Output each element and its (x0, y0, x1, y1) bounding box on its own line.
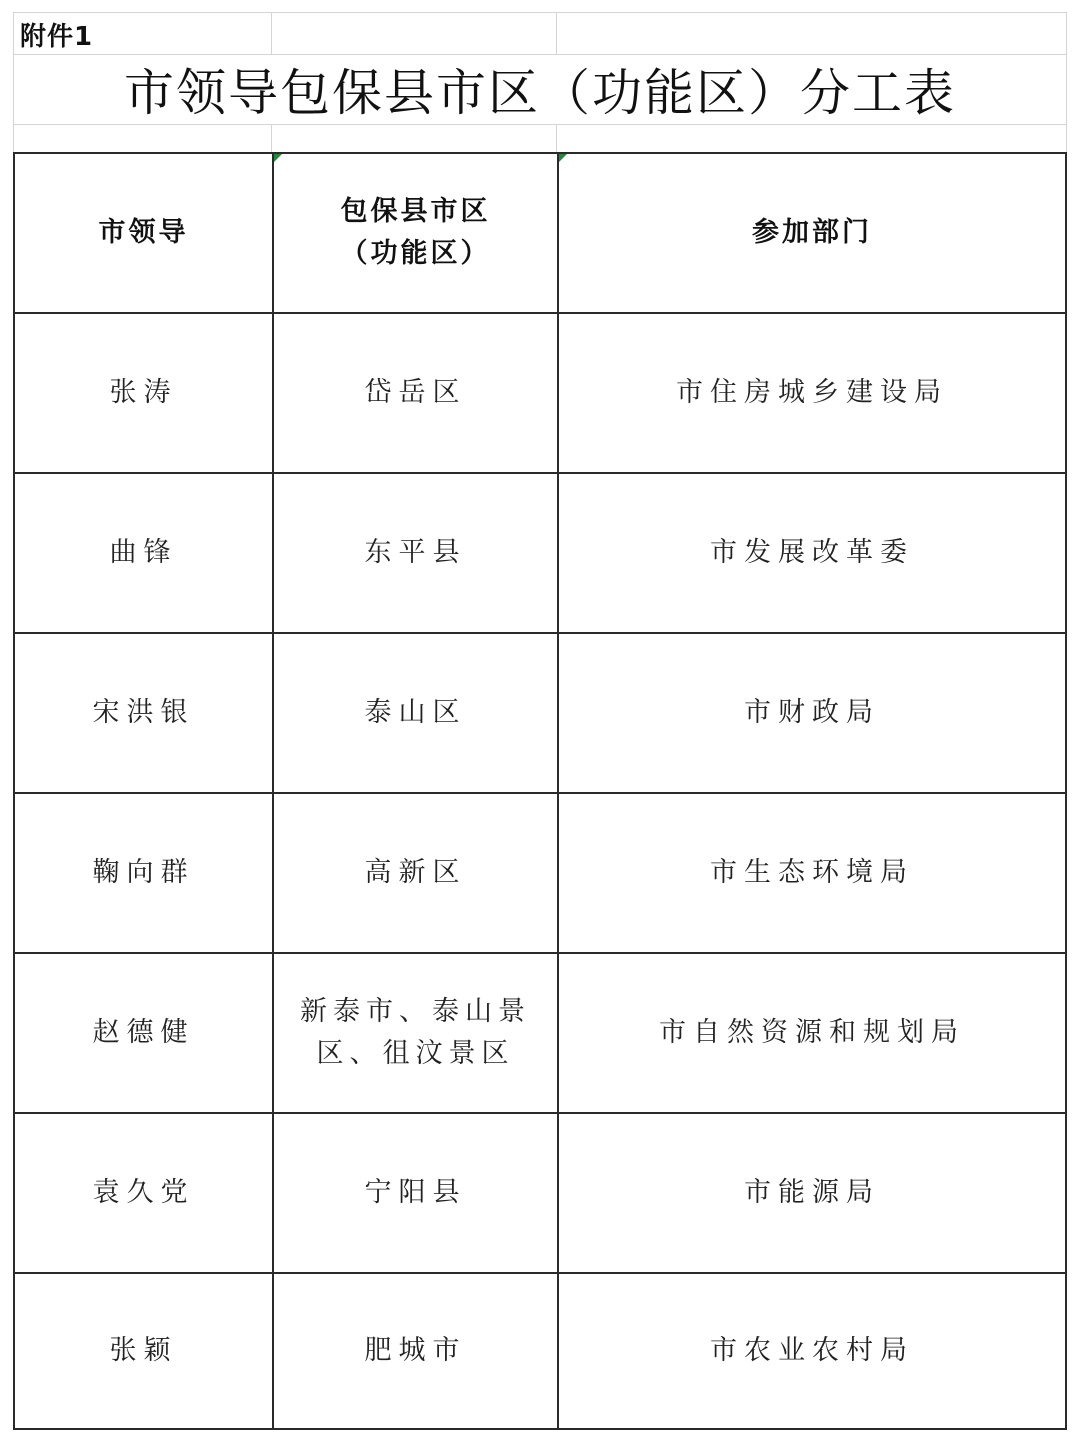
header-leader-label: 市领导 (98, 217, 189, 248)
row-1-district: 岱岳区 (364, 377, 467, 408)
row-2-district: 东平县 (364, 537, 467, 568)
header-department (559, 154, 1065, 312)
page-title: 市领导包保县市区（功能区）分工表 (124, 64, 956, 122)
row-7-leader: 张颖 (109, 1335, 178, 1366)
row-3-district: 泰山区 (364, 697, 467, 728)
row-4-leader: 鞠向群 (92, 857, 195, 888)
header-leader (15, 154, 272, 312)
row-3-department: 市财政局 (744, 697, 880, 728)
row-7-department: 市农业农村局 (710, 1335, 914, 1366)
attachment-label: 附件1 (20, 22, 94, 52)
assignment-table (13, 152, 1067, 1430)
row-1-leader: 张涛 (109, 377, 178, 408)
row-4-department: 市生态环境局 (710, 857, 914, 888)
row-6-leader: 袁久党 (92, 1177, 195, 1208)
row-2-department: 市发展改革委 (710, 537, 914, 568)
row-7-district: 肥城市 (364, 1335, 467, 1366)
row-4-district: 高新区 (364, 857, 467, 888)
header-district (274, 154, 557, 312)
row-5-district: 新泰市、泰山景区、徂汶景区 (300, 996, 531, 1069)
row-2-leader: 曲锋 (109, 537, 178, 568)
row-1-department: 市住房城乡建设局 (676, 377, 948, 408)
row-6-district: 宁阳县 (364, 1177, 467, 1208)
header-district-line2: （功能区） (340, 238, 491, 269)
row-6-department: 市能源局 (744, 1177, 880, 1208)
row-3-leader: 宋洪银 (92, 697, 195, 728)
row-5-leader: 赵德健 (92, 1017, 195, 1048)
header-department-label: 参加部门 (752, 217, 872, 248)
row-5-department: 市自然资源和规划局 (659, 1017, 965, 1048)
header-district-line1: 包保县市区 (340, 196, 491, 227)
